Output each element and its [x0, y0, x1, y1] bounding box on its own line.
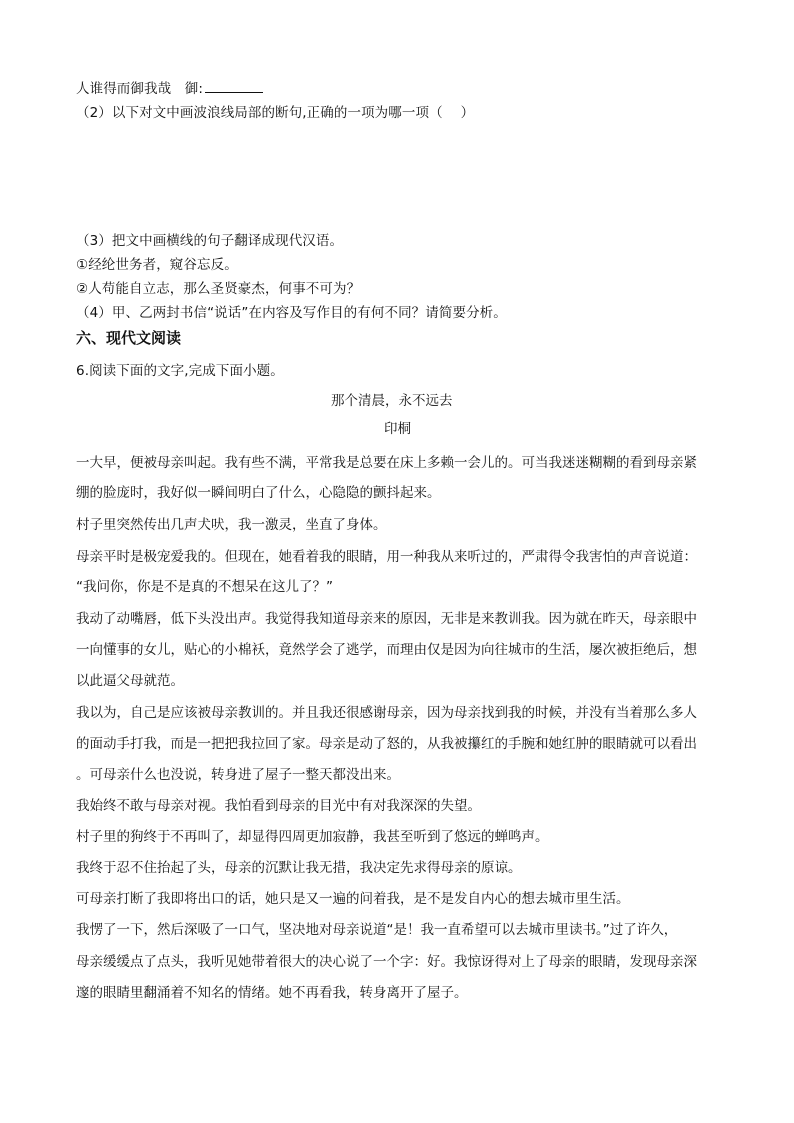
paragraph-line: 一大早，便被母亲叫起。我有些不满，平常我是总要在床上多赖一会儿的。可当我迷迷糊糊的看到母亲紧	[76, 455, 697, 471]
reading-instruction: 6.阅读下面的文字,完成下面小题。	[76, 363, 284, 379]
question-2: （2）以下对文中画波浪线局部的断句,正确的一项为哪一项（ ）	[76, 105, 475, 121]
paragraph-line: 我以为，自己是应该被母亲教训的。并且我还很感谢母亲，因为母亲找到我的时候，并没有当着那么多人	[76, 705, 697, 721]
question-3-sentence-1: ①经纶世务者，窥谷忘反。	[76, 257, 238, 273]
answer-line-yu	[76, 80, 263, 98]
essay-author: 印桐	[384, 421, 411, 437]
section-heading: 六、现代文阅读	[76, 329, 182, 347]
paragraph-line: 我愣了一下，然后深吸了一口气，坚决地对母亲说道“是！我一直希望可以去城市里读书。”过了许久，	[76, 922, 678, 938]
paragraph-line: 我动了动嘴唇，低下头没出声。我觉得我知道母亲来的原因，无非是来教训我。因为就在昨天，母亲眼中	[76, 611, 697, 627]
paragraph-line: 母亲缓缓点了点头，我听见她带着很大的决心说了一个字：好。我惊讶得对上了母亲的眼睛，发现母亲深	[76, 954, 697, 970]
essay-title: 那个清晨，永不远去	[331, 393, 453, 409]
paragraph-line: 我始终不敢与母亲对视。我怕看到母亲的目光中有对我深深的失望。	[76, 798, 481, 814]
paragraph-line: 的面动手打我，而是一把把我拉回了家。母亲是动了怒的，从我被攥红的手腕和她红肿的眼睛就可以看出	[76, 736, 697, 752]
paragraph-line: 母亲平时是极宠爱我的。但现在，她看着我的眼睛，用一种我从来听过的，严肃得令我害怕的声音说道：	[76, 549, 697, 565]
paragraph-line: 一向懂事的女儿，贴心的小棉袄，竟然学会了逃学，而理由仅是因为向往城市的生活，屡次被拒绝后，想	[76, 642, 697, 658]
paragraph-line: 可母亲打断了我即将出口的话，她只是又一遍的问着我，是不是发自内心的想去城市里生活。	[76, 891, 630, 907]
paragraph-line: 。可母亲什么也没说，转身进了屋子一整天都没出来。	[76, 767, 400, 783]
paragraph-line: 邃的眼睛里翻涌着不知名的情绪。她不再看我，转身离开了屋子。	[76, 985, 468, 1001]
paragraph-line: 村子里突然传出几声犬吠，我一激灵，坐直了身体。	[76, 517, 387, 533]
question-4: （4）甲、乙两封书信“说话”在内容及写作目的有何不同？请简要分析。	[76, 305, 507, 321]
paragraph-line: 我终于忍不住抬起了头，母亲的沉默让我无措，我决定先求得母亲的原谅。	[76, 860, 522, 876]
paragraph-line: 村子里的狗终于不再叫了，却显得四周更加寂静，我甚至听到了悠远的蝉鸣声。	[76, 829, 549, 845]
question-3-sentence-2: ②人苟能自立志，那么圣贤豪杰，何事不可为？	[76, 281, 361, 297]
paragraph-line: 以此逼父母就范。	[76, 673, 184, 689]
answer-line-text: 人谁得而御我哉 御:	[76, 81, 204, 97]
fill-blank[interactable]	[205, 80, 263, 93]
paragraph-line: “我问你，你是不是真的不想呆在这儿了？”	[76, 579, 333, 595]
paragraph-line: 绷的脸庞时，我好似一瞬间明白了什么，心隐隐的颤抖起来。	[76, 485, 441, 501]
question-3: （3）把文中画横线的句子翻译成现代汉语。	[76, 233, 344, 249]
